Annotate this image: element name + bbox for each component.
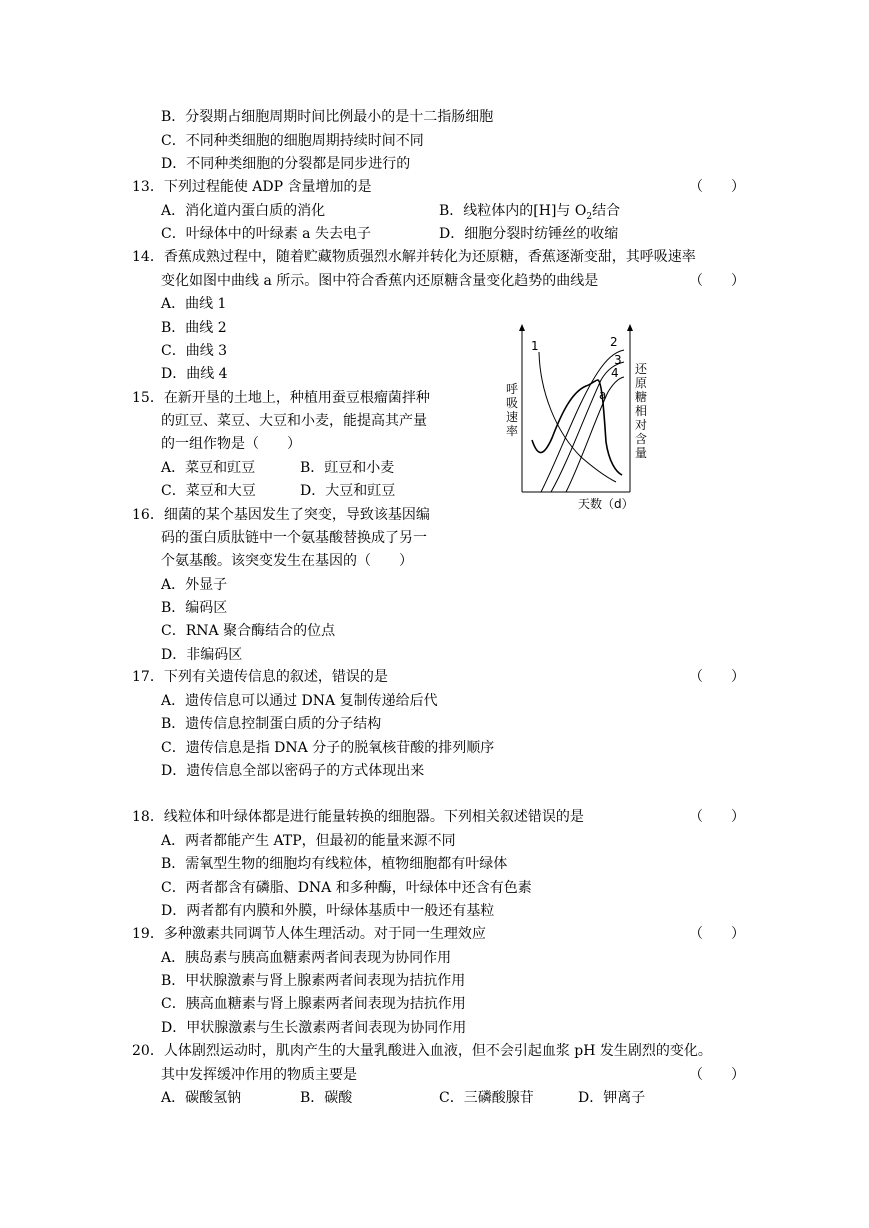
q14-option-d: D．曲线 4 — [161, 366, 228, 382]
curve-1-label: 1 — [531, 339, 539, 353]
q17-answer-paren: （ ） — [689, 669, 745, 685]
right-axis-label: 还原糖相对含量 — [634, 362, 647, 460]
q14-option-c: C．曲线 3 — [161, 343, 228, 359]
q14-option-b: B．曲线 2 — [161, 320, 227, 336]
q17-option-d: D．遗传信息全部以密码子的方式体现出来 — [161, 763, 425, 779]
q16-option-c: C．RNA 聚合酶结合的位点 — [161, 623, 336, 639]
q18-option-d: D．两者都有内膜和外膜，叶绿体基质中一般还有基粒 — [161, 903, 495, 919]
q13-stem: 13．下列过程能使 ADP 含量增加的是 — [132, 179, 372, 195]
q16-option-b: B．编码区 — [161, 600, 228, 616]
q20-stem-line1: 20．人体剧烈运动时，肌肉产生的大量乳酸进入血液，但不会引起血浆 pH 发生剧烈的变化。 — [132, 1043, 712, 1059]
q12-option-d: D．不同种类细胞的分裂都是同步进行的 — [161, 156, 411, 172]
right-axis-arrow — [627, 324, 633, 331]
q18-answer-paren: （ ） — [689, 809, 745, 825]
q14-answer-paren: （ ） — [689, 273, 745, 289]
q20-option-c: C．三磷酸腺苷 — [439, 1090, 534, 1106]
left-axis-label: 呼吸速率 — [505, 382, 518, 438]
q15-stem-line2: 的豇豆、菜豆、大豆和小麦，能提高其产量 — [161, 413, 427, 429]
figure-graph — [506, 322, 684, 518]
q13-answer-paren: （ ） — [689, 179, 745, 195]
q16-option-a: A．外显子 — [161, 577, 228, 593]
q20-answer-paren: （ ） — [689, 1067, 745, 1083]
q13-option-d: D．细胞分裂时纺锤丝的收缩 — [439, 226, 619, 242]
q19-option-a: A．胰岛素与胰高血糖素两者间表现为协同作用 — [161, 950, 452, 966]
q19-answer-paren: （ ） — [689, 926, 745, 942]
q20-option-d: D．钾离子 — [578, 1090, 646, 1106]
q14-stem-line1: 14．香蕉成熟过程中，随着贮藏物质强烈水解并转化为还原糖，香蕉逐渐变甜，其呼吸速率 — [132, 249, 696, 265]
q17-stem: 17．下列有关遗传信息的叙述，错误的是 — [132, 669, 388, 685]
q18-option-b: B．需氧型生物的细胞均有线粒体，植物细胞都有叶绿体 — [161, 856, 508, 872]
q13-option-b-tail: 结合 — [592, 203, 621, 219]
q15-option-a: A．菜豆和豇豆 — [161, 460, 256, 476]
q12-option-c: C．不同种类细胞的细胞周期持续时间不同 — [161, 133, 424, 149]
curve-3 — [551, 362, 624, 492]
q15-stem-line1: 15．在新开垦的土地上，种植用蚕豆根瘤菌拌种 — [132, 390, 430, 406]
q14-stem-line2: 变化如图中曲线 a 所示。图中符合香蕉内还原糖含量变化趋势的曲线是 — [161, 273, 599, 289]
q17-option-c: C．遗传信息是指 DNA 分子的脱氧核苷酸的排列顺序 — [161, 740, 495, 756]
q13-option-b-subscript: 2 — [586, 211, 593, 222]
q19-option-d: D．甲状腺激素与生长激素两者间表现为协同作用 — [161, 1020, 467, 1036]
q19-option-c: C．胰高血糖素与肾上腺素两者间表现为拮抗作用 — [161, 996, 466, 1012]
q16-stem-line3: 个氨基酸。该突变发生在基因的（ ） — [161, 553, 413, 569]
q18-stem: 18．线粒体和叶绿体都是进行能量转换的细胞器。下列相关叙述错误的是 — [132, 809, 584, 825]
q20-stem-line2: 其中发挥缓冲作用的物质主要是 — [161, 1067, 357, 1083]
q15-option-c: C．菜豆和大豆 — [161, 483, 256, 499]
curve-a-label: a — [599, 388, 607, 402]
curve-2-label: 2 — [610, 335, 618, 349]
q13-option-b-text: B．线粒体内的[H]与 O — [439, 203, 587, 219]
q16-option-d: D．非编码区 — [161, 647, 243, 663]
q18-option-c: C．两者都含有磷脂、DNA 和多种酶，叶绿体中还含有色素 — [161, 880, 532, 896]
q19-stem: 19．多种激素共同调节人体生理活动。对于同一生理效应 — [132, 926, 486, 942]
respiration-sugar-figure — [506, 322, 684, 518]
q18-option-a: A．两者都能产生 ATP，但最初的能量来源不同 — [161, 833, 456, 849]
q16-stem-line1: 16．细菌的某个基因发生了突变，导致该基因编 — [132, 507, 430, 523]
q16-stem-line2: 码的蛋白质肽链中一个氨基酸替换成了另一 — [161, 530, 427, 546]
q17-option-a: A．遗传信息可以通过 DNA 复制传递给后代 — [161, 693, 438, 709]
q15-option-d: D．大豆和豇豆 — [300, 483, 396, 499]
q20-option-b: B．碳酸 — [300, 1090, 353, 1106]
q20-option-a: A．碳酸氢钠 — [161, 1090, 242, 1106]
q14-option-a: A．曲线 1 — [161, 296, 227, 312]
curve-4-label: 4 — [611, 366, 619, 380]
q19-option-b: B．甲状腺激素与肾上腺素两者间表现为拮抗作用 — [161, 973, 466, 989]
curve-3-label: 3 — [614, 353, 622, 367]
q17-option-b: B．遗传信息控制蛋白质的分子结构 — [161, 716, 382, 732]
q13-option-a: A．消化道内蛋白质的消化 — [161, 203, 326, 219]
q15-option-b: B．豇豆和小麦 — [300, 460, 395, 476]
q12-option-b: B．分裂期占细胞周期时间比例最小的是十二指肠细胞 — [161, 109, 494, 125]
q13-option-c: C．叶绿体中的叶绿素 a 失去电子 — [161, 226, 371, 242]
q15-stem-line3: 的一组作物是（ ） — [161, 436, 301, 452]
x-axis-label: 天数（d） — [578, 497, 634, 511]
q13-option-b — [439, 202, 620, 226]
left-axis-arrow — [519, 324, 525, 331]
